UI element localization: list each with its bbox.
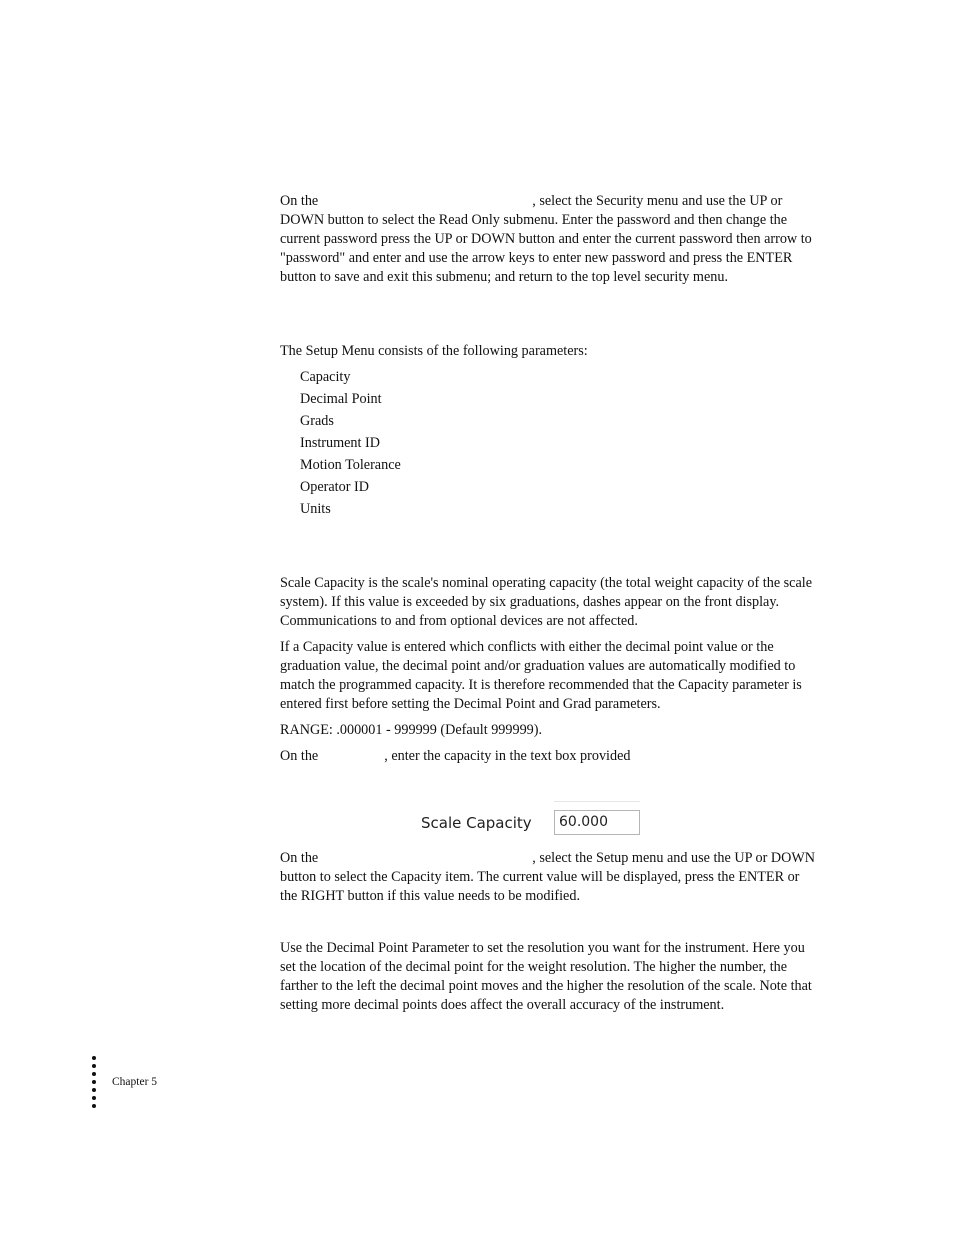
setup-intro: The Setup Menu consists of the following parameters: — [280, 343, 588, 359]
capacity-front-panel-text: , select the Setup menu and use the UP or DOWN button to select the Capacity item. The current value will be displayed, press the ENTER or the RIGHT button if this value needs to be modified. — [280, 850, 816, 904]
margin-dots — [92, 1056, 98, 1112]
scale-capacity-label: Scale Capacity — [421, 814, 532, 832]
capacity-conflict-note: If a Capacity value is entered which conflicts with either the decimal point value or the graduation value, the decimal point and/or graduation values are automatically modified to match the programmed capacity. It is therefore recommended that the Capacity parameter is entered first before setting the Decimal Point and Grad parameters. — [280, 639, 802, 712]
list-item: Operator ID — [300, 479, 369, 495]
chapter-footer: Chapter 5 — [112, 1076, 158, 1088]
list-item: Grads — [300, 413, 334, 429]
on-the-prefix: On the — [280, 850, 319, 866]
security-readonly-paragraph — [280, 192, 815, 287]
list-item: Instrument ID — [300, 435, 380, 451]
setup-parameter-list — [300, 367, 401, 521]
security-readonly-text: , select the Security menu and use the UP or DOWN button to select the Read Only submenu. Enter the password and then change the current password press the UP or DOWN button and enter the current password then arrow to "password" and enter and use the arrow keys to enter new password and press the ENTER button to save and exit this submenu; and return to the top level security menu. — [280, 193, 812, 285]
decimal-point-description: Use the Decimal Point Parameter to set the resolution you want for the instrument. Here you set the location of the decimal point for the weight resolution. The higher the number, the farther to the left the decimal point moves and the higher the resolution of the scale. Note that setting more decimal points does affect the overall accuracy of the instrument. — [280, 940, 812, 1013]
capacity-range: RANGE: .000001 - 999999 (Default 999999). — [280, 722, 543, 738]
list-item: Motion Tolerance — [300, 457, 401, 473]
capacity-web-paragraph — [280, 747, 815, 766]
on-the-prefix: On the — [280, 193, 319, 209]
list-item: Capacity — [300, 369, 351, 385]
scale-capacity-input[interactable]: 60.000 — [554, 810, 640, 835]
capacity-web-text: , enter the capacity in the text box provided — [384, 748, 631, 764]
capacity-description: Scale Capacity is the scale's nominal operating capacity (the total weight capacity of the scale system). If this value is exceeded by six graduations, dashes appear on the front display. Communications to and from optional devices are not affected. — [280, 575, 813, 629]
capacity-front-panel-paragraph — [280, 849, 815, 906]
on-the-prefix: On the — [280, 748, 319, 764]
list-item: Decimal Point — [300, 391, 382, 407]
list-item: Units — [300, 501, 331, 517]
field-divider — [554, 801, 640, 802]
